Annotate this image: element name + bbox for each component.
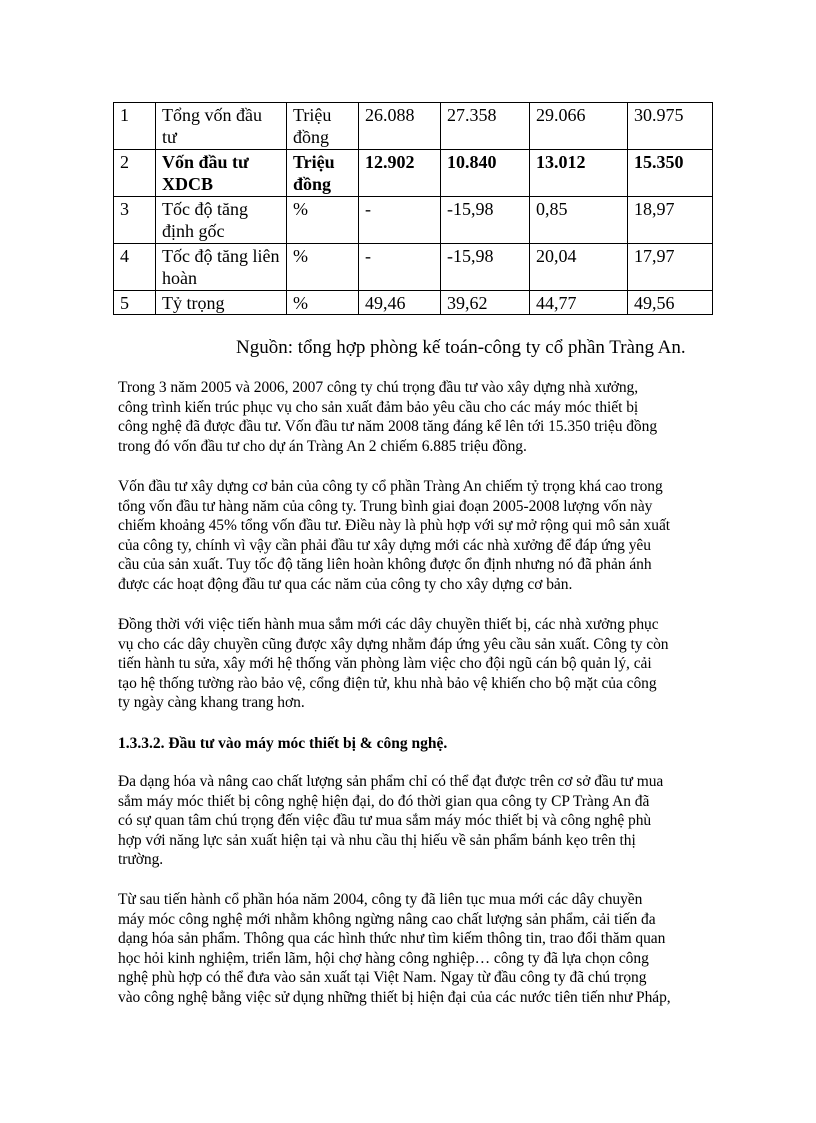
- text-line: nghệ phù hợp có thể đưa vào sản xuất tại Việt Nam. Ngay từ đầu công ty đã chú trọng: [118, 969, 647, 987]
- row-item: Tốc độ tăng liên hoàn: [156, 244, 287, 291]
- table-row: [114, 244, 713, 291]
- row-number: 5: [114, 291, 156, 315]
- text-line: cầu của sản xuất. Tuy tốc độ tăng liên hoàn không được ổn định nhưng nó đã phản ánh: [118, 556, 652, 574]
- investment-table: [113, 102, 713, 315]
- row-number: 4: [114, 244, 156, 291]
- row-value: 17,97: [628, 244, 713, 291]
- text-line: công nghệ đã được đầu tư. Vốn đầu tư năm 2008 tăng đáng kể lên tới 15.350 triệu đồng: [118, 418, 658, 436]
- paragraph-3: [118, 615, 698, 713]
- text-line: hợp với năng lực sản xuất hiện tại và nhu cầu thị hiếu về sản phẩm bánh kẹo trên thị: [118, 831, 636, 849]
- text-line: sắm máy móc thiết bị công nghệ hiện đại, do đó thời gian qua công ty CP Tràng An đã: [118, 792, 650, 810]
- row-value: -15,98: [441, 244, 530, 291]
- row-value: 18,97: [628, 197, 713, 244]
- source-note: Nguồn: tổng hợp phòng kế toán-công ty cổ phần Tràng An.: [236, 337, 686, 358]
- row-item: Tổng vốn đầu tư: [156, 103, 287, 150]
- row-value: 20,04: [530, 244, 628, 291]
- row-value: 44,77: [530, 291, 628, 315]
- text-line: chiếm khoảng 45% tổng vốn đầu tư. Điều này là phù hợp với sự mở rộng qui mô sản xuất: [118, 517, 671, 535]
- table-row: [114, 150, 713, 197]
- table-row: [114, 103, 713, 150]
- row-item: Vốn đầu tư XDCB: [156, 150, 287, 197]
- paragraph-5: [118, 890, 698, 1008]
- paragraph-4: [118, 772, 698, 870]
- text-line: trường.: [118, 851, 164, 869]
- text-line: có sự quan tâm chú trọng đến việc đầu tư mua sắm máy móc thiết bị và công nghệ phù: [118, 812, 652, 830]
- row-value: 15.350: [628, 150, 713, 197]
- row-number: 1: [114, 103, 156, 150]
- text-line: Đa dạng hóa và nâng cao chất lượng sản phẩm chỉ có thể đạt được trên cơ sở đầu tư mua: [118, 773, 664, 790]
- text-line: vụ cho các dây chuyền cũng được xây dựng nhằm đáp ứng yêu cầu sản xuất. Công ty còn: [118, 635, 669, 653]
- text-line: Vốn đầu tư xây dựng cơ bản của công ty cổ phần Tràng An chiếm tỷ trọng khá cao trong: [118, 478, 663, 495]
- paragraph-1: [118, 378, 698, 456]
- row-value: -: [359, 197, 441, 244]
- row-value: 0,85: [530, 197, 628, 244]
- row-value: 30.975: [628, 103, 713, 150]
- text-line: học hỏi kinh nghiệm, triển lãm, hội chợ hàng công nghiệp… công ty đã lựa chọn công: [118, 949, 649, 967]
- paragraph-2: [118, 477, 698, 595]
- row-unit: %: [287, 197, 359, 244]
- row-unit: %: [287, 244, 359, 291]
- text-line: máy móc công nghệ mới nhằm không ngừng nâng cao chất lượng sản phẩm, cải tiến đa: [118, 910, 656, 928]
- row-value: 27.358: [441, 103, 530, 150]
- row-value: 13.012: [530, 150, 628, 197]
- row-number: 3: [114, 197, 156, 244]
- row-value: 29.066: [530, 103, 628, 150]
- table-row: [114, 291, 713, 315]
- row-unit: Triệu đồng: [287, 150, 359, 197]
- text-line: trong đó vốn đầu tư cho dự án Tràng An 2 chiếm 6.885 triệu đồng.: [118, 437, 527, 455]
- row-value: 49,46: [359, 291, 441, 315]
- row-value: 12.902: [359, 150, 441, 197]
- text-line: Từ sau tiến hành cổ phần hóa năm 2004, công ty đã liên tục mua mới các dây chuyền: [118, 891, 643, 908]
- row-value: -: [359, 244, 441, 291]
- row-value: -15,98: [441, 197, 530, 244]
- text-line: Trong 3 năm 2005 và 2006, 2007 công ty chú trọng đầu tư vào xây dựng nhà xưởng,: [118, 379, 639, 396]
- row-value: 26.088: [359, 103, 441, 150]
- row-item: Tốc độ tăng định gốc: [156, 197, 287, 244]
- text-line: tổng vốn đầu tư hàng năm của công ty. Trung bình giai đoạn 2005-2008 lượng vốn này: [118, 497, 653, 515]
- text-line: được các hoạt động đầu tư qua các năm của công ty cho xây dựng cơ bản.: [118, 575, 573, 593]
- table-row: [114, 197, 713, 244]
- section-heading: 1.3.3.2. Đầu tư vào máy móc thiết bị & công nghệ.: [118, 735, 448, 752]
- text-line: dạng hóa sản phẩm. Thông qua các hình thức như tìm kiếm thông tin, trao đổi thăm quan: [118, 930, 666, 948]
- text-line: tiến hành tu sửa, xây mới hệ thống văn phòng làm việc cho đội ngũ cán bộ quản lý, cải: [118, 655, 652, 673]
- row-value: 39,62: [441, 291, 530, 315]
- row-value: 10.840: [441, 150, 530, 197]
- text-line: Đồng thời với việc tiến hành mua sắm mới các dây chuyền thiết bị, các nhà xưởng phục: [118, 616, 659, 633]
- row-value: 49,56: [628, 291, 713, 315]
- text-line: vào công nghệ bằng việc sử dụng những thiết bị hiện đại của các nước tiên tiến như Pháp,: [118, 988, 671, 1006]
- text-line: tạo hệ thống tường rào bảo vệ, cổng điện tử, khu nhà bảo vệ khiến cho bộ mặt của công: [118, 674, 657, 692]
- text-line: ty ngày càng khang trang hơn.: [118, 694, 305, 712]
- row-unit: Triệu đồng: [287, 103, 359, 150]
- text-line: công trình kiến trúc phục vụ cho sản xuất đảm bảo yêu cầu cho các máy móc thiết bị: [118, 398, 639, 416]
- row-unit: %: [287, 291, 359, 315]
- text-line: của công ty, chính vì vậy cần phải đầu tư xây dựng mới các nhà xưởng để đáp ứng yêu: [118, 536, 651, 554]
- row-item: Tỷ trọng: [156, 291, 287, 315]
- row-number: 2: [114, 150, 156, 197]
